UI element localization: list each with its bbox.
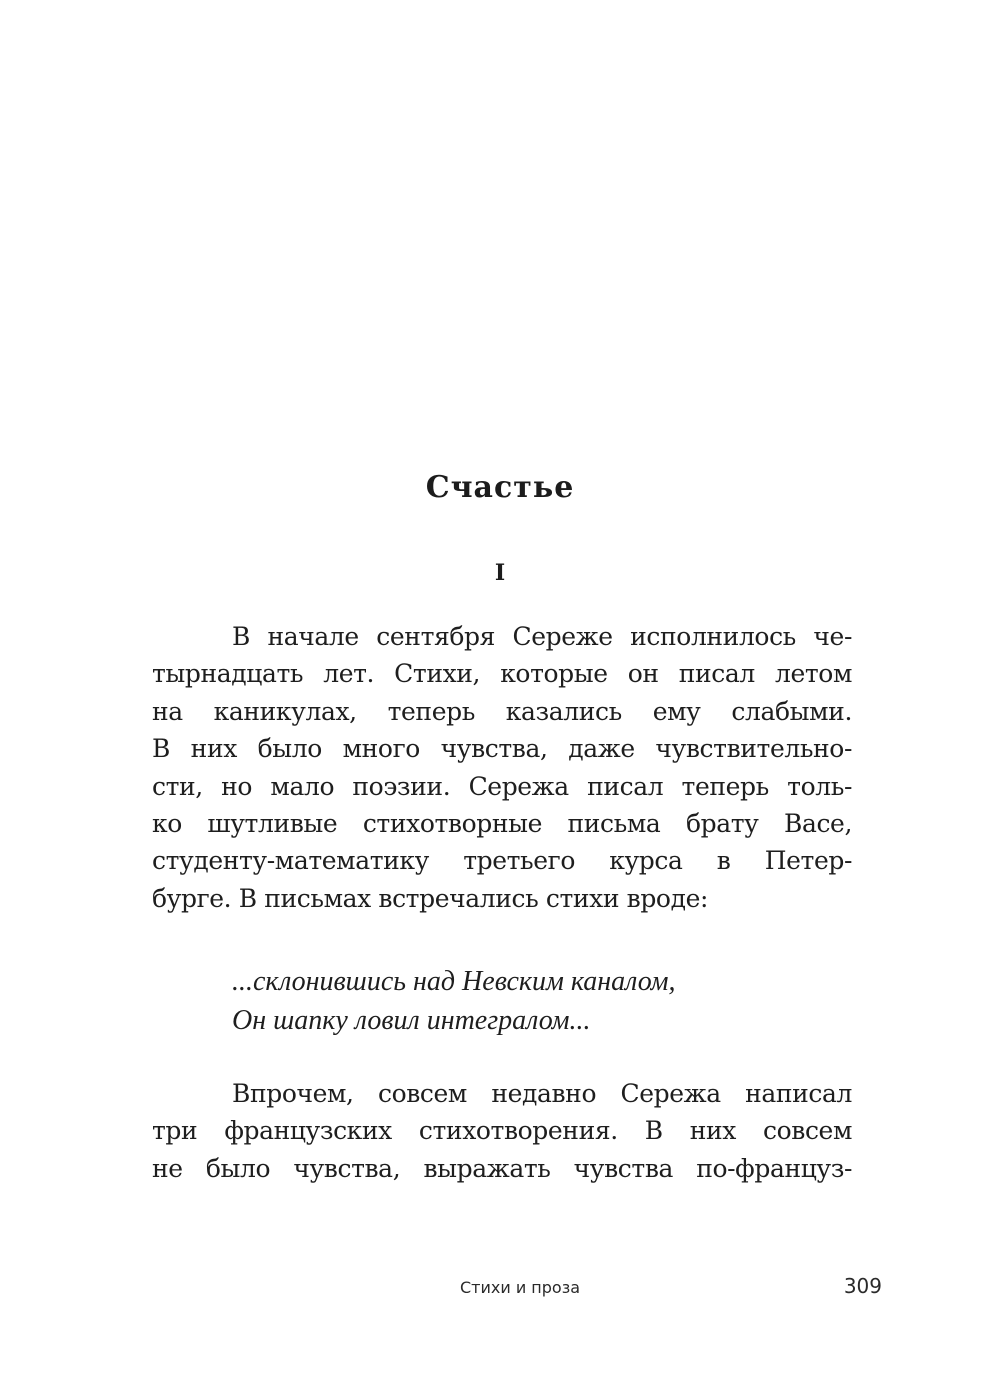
verse-line: ...склонившись над Невским каналом, [232,966,676,997]
paragraph-line: студенту-математику третьего курса в Петер- [152,846,852,876]
paragraph-line: сти, но мало поэзии. Сережа писал теперь толь- [152,771,852,801]
page-number: 309 [843,1274,882,1298]
verse-line: Он шапку ловил интегралом... [232,1005,591,1036]
paragraph-line: Впрочем, совсем недавно Сережа написал [232,1079,852,1108]
paragraph-line: три французских стихотворения. В них совсем [152,1116,852,1146]
paragraph-2 [152,1075,852,1187]
paragraph-line: тырнадцать лет. Стихи, которые он писал летом [152,659,852,689]
paragraph-line: В них было много чувства, даже чувствительно- [152,734,852,764]
chapter-title: Счастье [425,470,575,505]
paragraph-line: бурге. В письмах встречались стихи вроде: [152,883,708,913]
paragraph-line: В начале сентября Сереже исполнилось че- [232,622,852,651]
paragraph-line: на каникулах, теперь казались ему слабыми. [152,696,852,726]
paragraph-line: не было чувства, выражать чувства по-француз- [152,1153,852,1183]
running-footer-title: Стихи и проза [459,1278,581,1297]
paragraph-line: ко шутливые стихотворные письма брату Васе, [152,809,852,839]
section-number: I [494,560,506,586]
verse-quote [232,962,852,1040]
paragraph-1 [152,618,852,917]
